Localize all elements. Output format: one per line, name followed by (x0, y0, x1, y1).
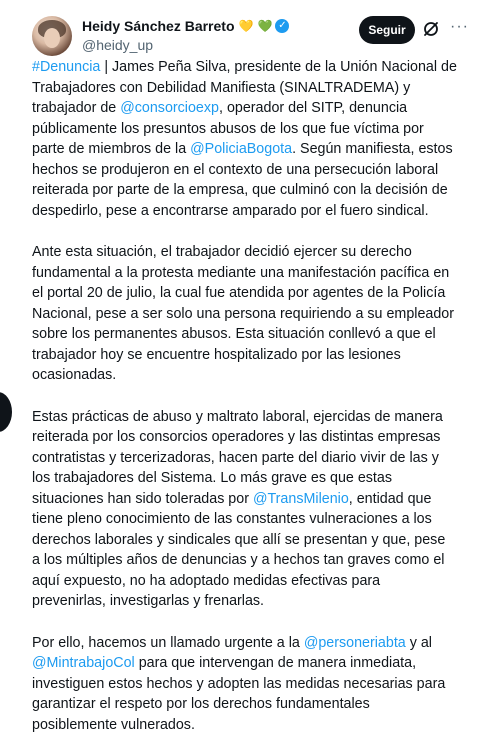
text-segment: , entidad que tiene pleno conocimiento de las constantes vulneraciones a los derechos laborales y sindicales que allí se presentan y que, pese a los múltiples años de denuncias y a hechos tan graves como el aquí expuesto, no ha adoptado medidas efectivas para prevenirlas, investigarlas y frenarlas. (32, 490, 446, 609)
grok-icon[interactable] (422, 20, 440, 38)
tweet-paragraph-1 (32, 57, 457, 221)
more-options-icon[interactable]: ··· (450, 18, 469, 35)
mention-link[interactable]: @consorcioexp (120, 100, 219, 116)
tweet-paragraph-2: Ante esta situación, el trabajador decidió ejercer su derecho fundamental a la protesta mediante una manifestación pacífica en el portal 20 de julio, la cual fue atendida por agentes de la Policía Nacional, pese a ser solo una persona requiriendo a su empleador sobre los permanentes abusos. Esta situación conllevó a que el trabajador hoy se encuentre hospitalizado por las lesiones ocasionadas. (32, 244, 455, 383)
author-name-row (82, 17, 289, 35)
avatar-face (44, 28, 60, 48)
text-segment: | James Peña Silva, presidente de la Unión Nacional de Trabajadores con Debilidad Manifiesta (SINALTRADEMA) y trabajador de (32, 59, 457, 116)
text-segment: para que intervengan de manera inmediata, investiguen estos hechos y adopten las medidas necesarias para garantizar el respeto por los derechos fundamentales posiblemente vulnerados. (32, 655, 446, 733)
tweet-paragraph-4 (32, 633, 457, 736)
author-header (82, 17, 289, 54)
yellow-heart-icon: 💛 (238, 19, 254, 33)
follow-button[interactable]: Seguir (359, 16, 415, 44)
side-floating-button[interactable] (0, 392, 12, 432)
tweet-text (32, 57, 457, 756)
mention-link[interactable]: @PoliciaBogota (190, 141, 293, 157)
mention-link[interactable]: @personeriabta (303, 634, 406, 651)
avatar[interactable] (32, 16, 72, 56)
verified-badge-icon: ✓ (275, 19, 289, 33)
author-handle[interactable]: @heidy_up (82, 37, 154, 53)
text-segment: Por ello, hacemos un llamado urgente a la (32, 634, 304, 651)
text-segment: Estas prácticas de abuso y maltrato laboral, ejercidas de manera reiterada por los consorcios operadores y las distintas empresas contratistas y tercerizadoras, hacen parte del diario vivir de las y los trabajadores del Sistema. Lo más grave es que estas situaciones han sido toleradas por (32, 408, 443, 507)
text-segment: , operador del SITP, denuncia públicamente los presuntos abusos de los que fue víctima por parte de miembros de la (32, 100, 424, 157)
green-heart-icon: 💚 (257, 19, 273, 33)
text-segment: y al (405, 634, 432, 651)
author-name[interactable]: Heidy Sánchez Barreto (82, 18, 235, 34)
mention-link[interactable]: @TransMilenio (252, 490, 349, 507)
mention-link[interactable]: @MintrabajoCol (32, 655, 135, 671)
tweet-paragraph-3 (32, 407, 457, 612)
hashtag-link[interactable]: #Denuncia (32, 59, 101, 75)
text-segment: . Según manifiesta, estos hechos se produjeron en el contexto de una persecución laboral reiterada por parte de la empresa, que culminó con la decisión de despedirlo, pese a encontrarse amparado por el fuero sindical. (32, 141, 453, 219)
